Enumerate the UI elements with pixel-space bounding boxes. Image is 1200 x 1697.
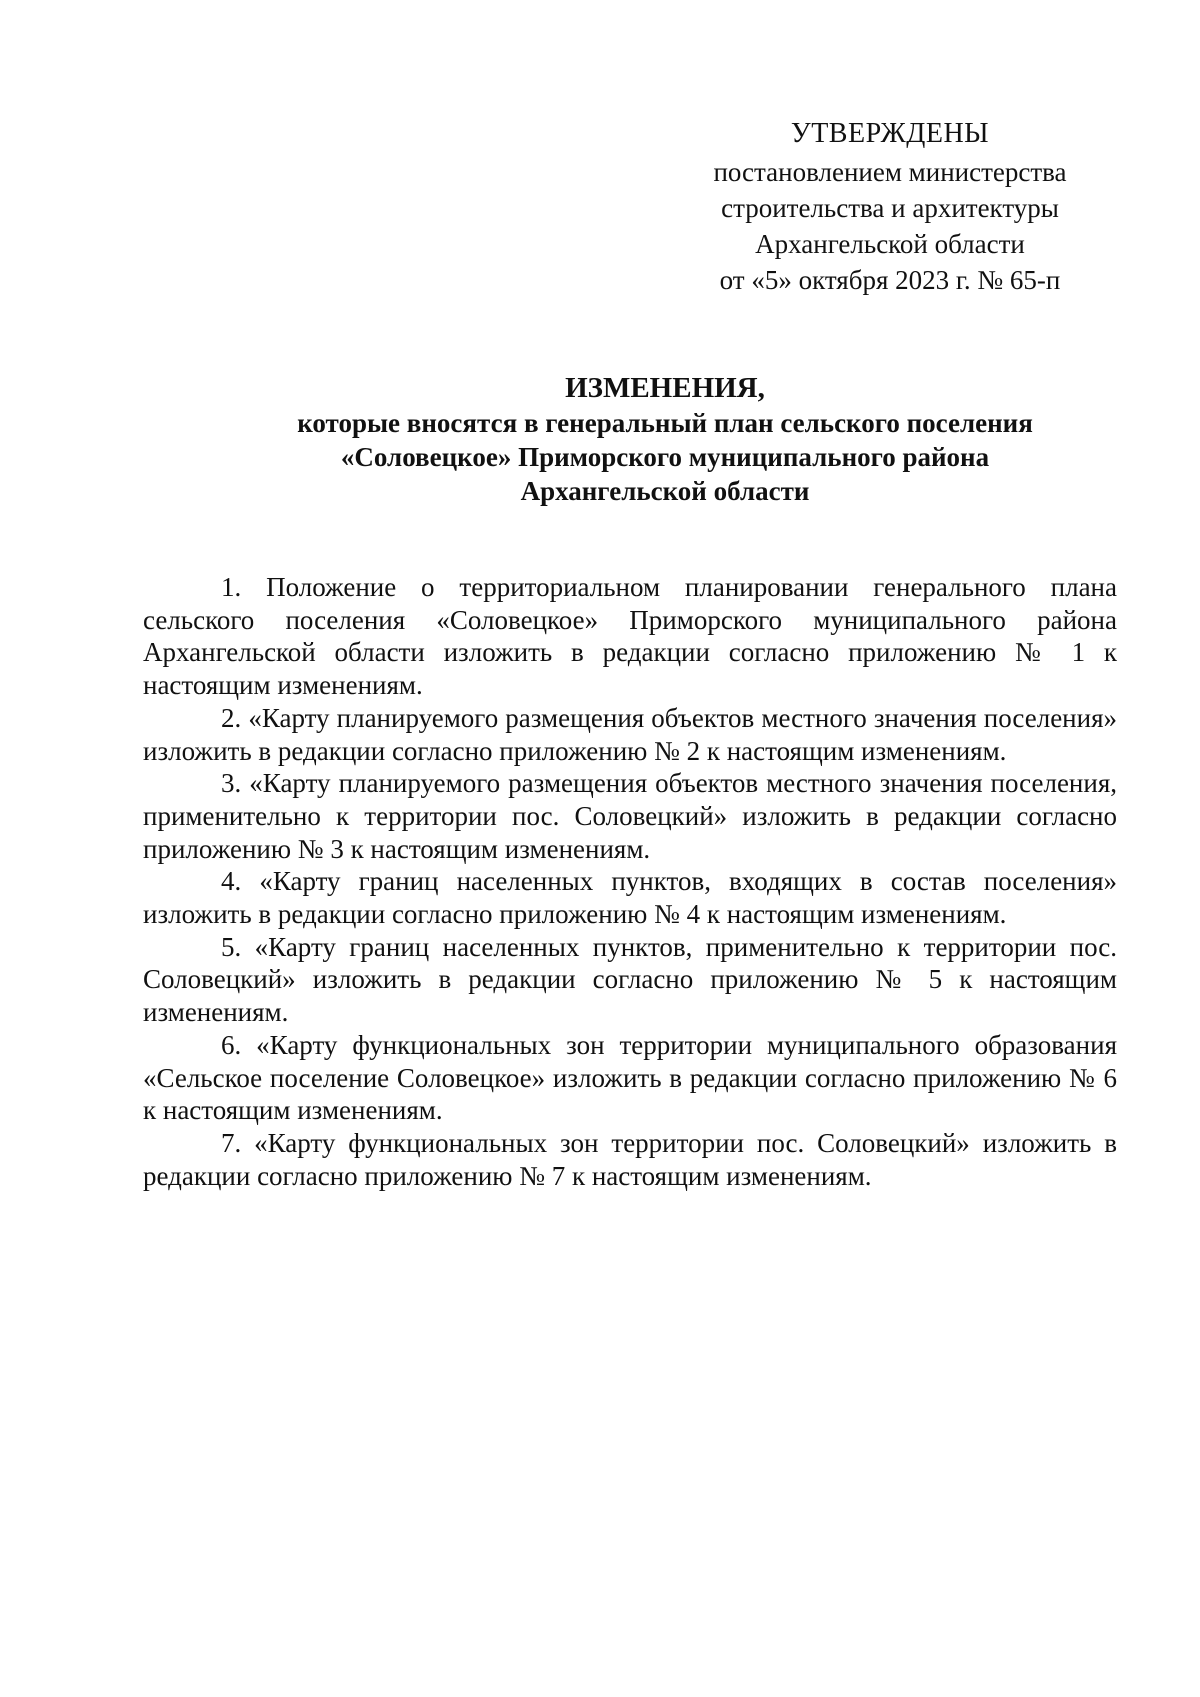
approval-date-number: от «5» октября 2023 г. № 65-п (719, 265, 1061, 295)
approval-line: Архангельской области (755, 229, 1025, 259)
approved-heading: УТВЕРЖДЕНЫ (790, 118, 990, 149)
approval-line: постановлением министерства (713, 157, 1067, 187)
list-item: 7. «Карту функциональных зон территории пос. Соловецкий» изложить в редакции согласно приложению № 7 к настоящим изменениям. (143, 1127, 1117, 1191)
approval-line: строительства и архитектуры (721, 193, 1059, 223)
list-item: 3. «Карту планируемого размещения объектов местного значения поселения, применительно к территории пос. Соловецкий» изложить в редакции согласно приложению № 3 к настоящим изменениям. (143, 768, 1117, 864)
document-subtitle-line: которые вносятся в генеральный план сельского поселения (297, 408, 1033, 438)
list-item: 6. «Карту функциональных зон территории муниципального образования «Сельское поселение Соловецкое» изложить в редакции согласно приложению № 6 к настоящим изменениям. (143, 1029, 1117, 1126)
document-title: ИЗМЕНЕНИЯ, (565, 372, 765, 404)
document-body (143, 571, 1117, 1192)
list-item: 2. «Карту планируемого размещения объектов местного значения поселения» изложить в редакции согласно приложению № 2 к настоящим изменениям. (143, 702, 1117, 766)
approval-stamp-block (700, 116, 1080, 298)
list-item: 1. Положение о территориальном планировании генерального плана сельского поселения «Соловецкое» Приморского муниципального района Архангельской области изложить в редакции согласно приложению № 1 к настоящим изменениям. (143, 572, 1117, 701)
list-item: 5. «Карту границ населенных пунктов, применительно к территории пос. Соловецкий» изложить в редакции согласно приложению № 5 к настоящим изменениям. (143, 931, 1117, 1028)
document-title-block (120, 370, 1200, 508)
document-subtitle-line: Архангельской области (520, 476, 810, 506)
document-subtitle-line: «Соловецкое» Приморского муниципального района (340, 442, 990, 472)
list-item: 4. «Карту границ населенных пунктов, входящих в состав поселения» изложить в редакции согласно приложению № 4 к настоящим изменениям. (143, 866, 1117, 930)
